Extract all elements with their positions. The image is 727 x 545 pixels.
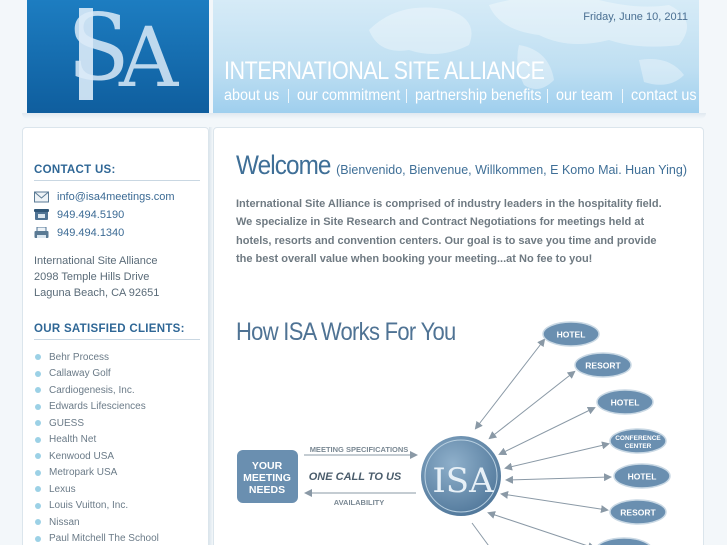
node-resort-1 [575, 353, 631, 377]
arrow-to-bottom [489, 513, 594, 545]
fax-number: 949.494.1340 [57, 227, 125, 239]
one-call-label: ONE CALL TO US [308, 471, 402, 483]
node-hotel-2 [597, 390, 653, 414]
node-bottom-partial [596, 538, 652, 545]
site-title: INTERNATIONAL SITE ALLIANCE [224, 57, 545, 85]
address-line: International Site Alliance [34, 255, 158, 267]
list-item: Nissan [34, 514, 159, 531]
clients-heading: OUR SATISFIED CLIENTS: [34, 323, 185, 335]
needs-line-3: NEEDS [248, 484, 286, 496]
svg-text:HOTEL: HOTEL [556, 329, 586, 340]
list-item: Kenwood USA [34, 448, 159, 465]
fax-line [34, 227, 124, 239]
list-item: Cardiogenesis, Inc. [34, 382, 159, 399]
bullet-icon [35, 404, 41, 410]
arrow-to-hotel-3 [507, 477, 610, 480]
bullet-icon [35, 420, 41, 426]
how-isa-works-diagram [214, 128, 705, 545]
arrow-to-conference [506, 444, 608, 468]
nav-separator [622, 89, 623, 103]
isa-center-logo: ISA [432, 461, 494, 501]
list-item: GUESS [34, 415, 159, 432]
node-hotel-1 [543, 322, 599, 346]
list-item: Behr Process [34, 349, 159, 366]
contact-rule [34, 180, 200, 181]
welcome-languages: (Bienvenido, Bienvenue, Willkommen, E Komo Mai. Huan Ying) [336, 163, 688, 177]
bullet-icon [35, 536, 41, 542]
list-item: Callaway Golf [34, 366, 159, 383]
availability-label: AVAILABILITY [333, 498, 385, 507]
arrow-to-hotel-1 [476, 340, 544, 428]
svg-text:HOTEL: HOTEL [610, 397, 640, 408]
node-hotel-3 [614, 464, 670, 488]
nav-our-team[interactable]: our team [556, 87, 613, 104]
arrow-to-resort-2 [502, 494, 607, 510]
bullet-icon [35, 371, 41, 377]
svg-text:CENTER: CENTER [624, 443, 652, 450]
nav-about-us[interactable]: about us [224, 87, 280, 104]
list-item: Health Net [34, 432, 159, 449]
header-shadow [22, 113, 706, 119]
bullet-icon [35, 486, 41, 492]
how-isa-works-title: How ISA Works For You [236, 318, 456, 346]
bullet-icon [35, 354, 41, 360]
svg-text:RESORT: RESORT [620, 507, 656, 518]
envelope-icon [34, 191, 49, 203]
nav-partnership-benefits[interactable]: partnership benefits [415, 87, 542, 104]
nav-contact-us[interactable]: contact us [631, 87, 697, 104]
main-content [213, 127, 704, 545]
bullet-icon [35, 453, 41, 459]
bullet-icon [35, 503, 41, 509]
current-date: Friday, June 10, 2011 [583, 11, 688, 23]
list-item: Metropark USA [34, 465, 159, 482]
phone-icon [34, 209, 49, 221]
bullet-icon [35, 437, 41, 443]
address-block [34, 253, 159, 301]
intro-paragraph: International Site Alliance is comprised of industry leaders in the hospitality field. We specialize in Site Research and Contract Negotiations for meetings held at hotels, resorts and convention centers. Our goal is to save you time and provide the best overall value when booking your meeting...at No fee to you! [236, 198, 662, 265]
main-nav [224, 87, 697, 105]
email-link[interactable]: info@isa4meetings.com [57, 191, 175, 203]
node-resort-2 [610, 500, 666, 524]
arrow-to-hotel-2 [500, 408, 594, 454]
header-band [213, 0, 699, 113]
nav-separator [547, 89, 548, 103]
list-item: Louis Vuitton, Inc. [34, 498, 159, 515]
arrow-down-left [472, 523, 494, 545]
phone-line [34, 209, 124, 221]
logo-letter-a: A [119, 11, 179, 106]
logo[interactable] [27, 0, 209, 113]
email-line [34, 191, 175, 203]
needs-line-1: YOUR [251, 460, 283, 472]
meeting-specs-label: MEETING SPECIFICATIONS [309, 445, 409, 454]
bullet-icon [35, 470, 41, 476]
needs-line-2: MEETING [243, 472, 291, 484]
list-item: Paul Mitchell The School [34, 531, 159, 545]
nav-separator [406, 89, 407, 103]
address-line: 2098 Temple Hills Drive [34, 271, 150, 283]
sidebar [22, 127, 209, 545]
nav-our-commitment[interactable]: our commitment [297, 87, 401, 104]
bullet-icon [35, 387, 41, 393]
bullet-icon [35, 519, 41, 525]
nav-separator [288, 89, 289, 103]
welcome-title: Welcome [236, 150, 331, 180]
list-item: Lexus [34, 481, 159, 498]
svg-text:RESORT: RESORT [585, 360, 621, 371]
svg-text:CONFERENCE: CONFERENCE [615, 435, 661, 442]
arrow-to-resort-1 [490, 372, 574, 438]
logo-letter-s: S [67, 0, 131, 101]
svg-text:HOTEL: HOTEL [627, 471, 657, 482]
fax-icon [34, 227, 49, 239]
clients-rule [34, 339, 200, 340]
contact-heading: CONTACT US: [34, 164, 116, 176]
phone-number: 949.494.5190 [57, 209, 125, 221]
address-line: Laguna Beach, CA 92651 [34, 287, 160, 299]
list-item: Edwards Lifesciences [34, 399, 159, 416]
node-conference-center [610, 429, 666, 453]
clients-list [34, 349, 159, 545]
